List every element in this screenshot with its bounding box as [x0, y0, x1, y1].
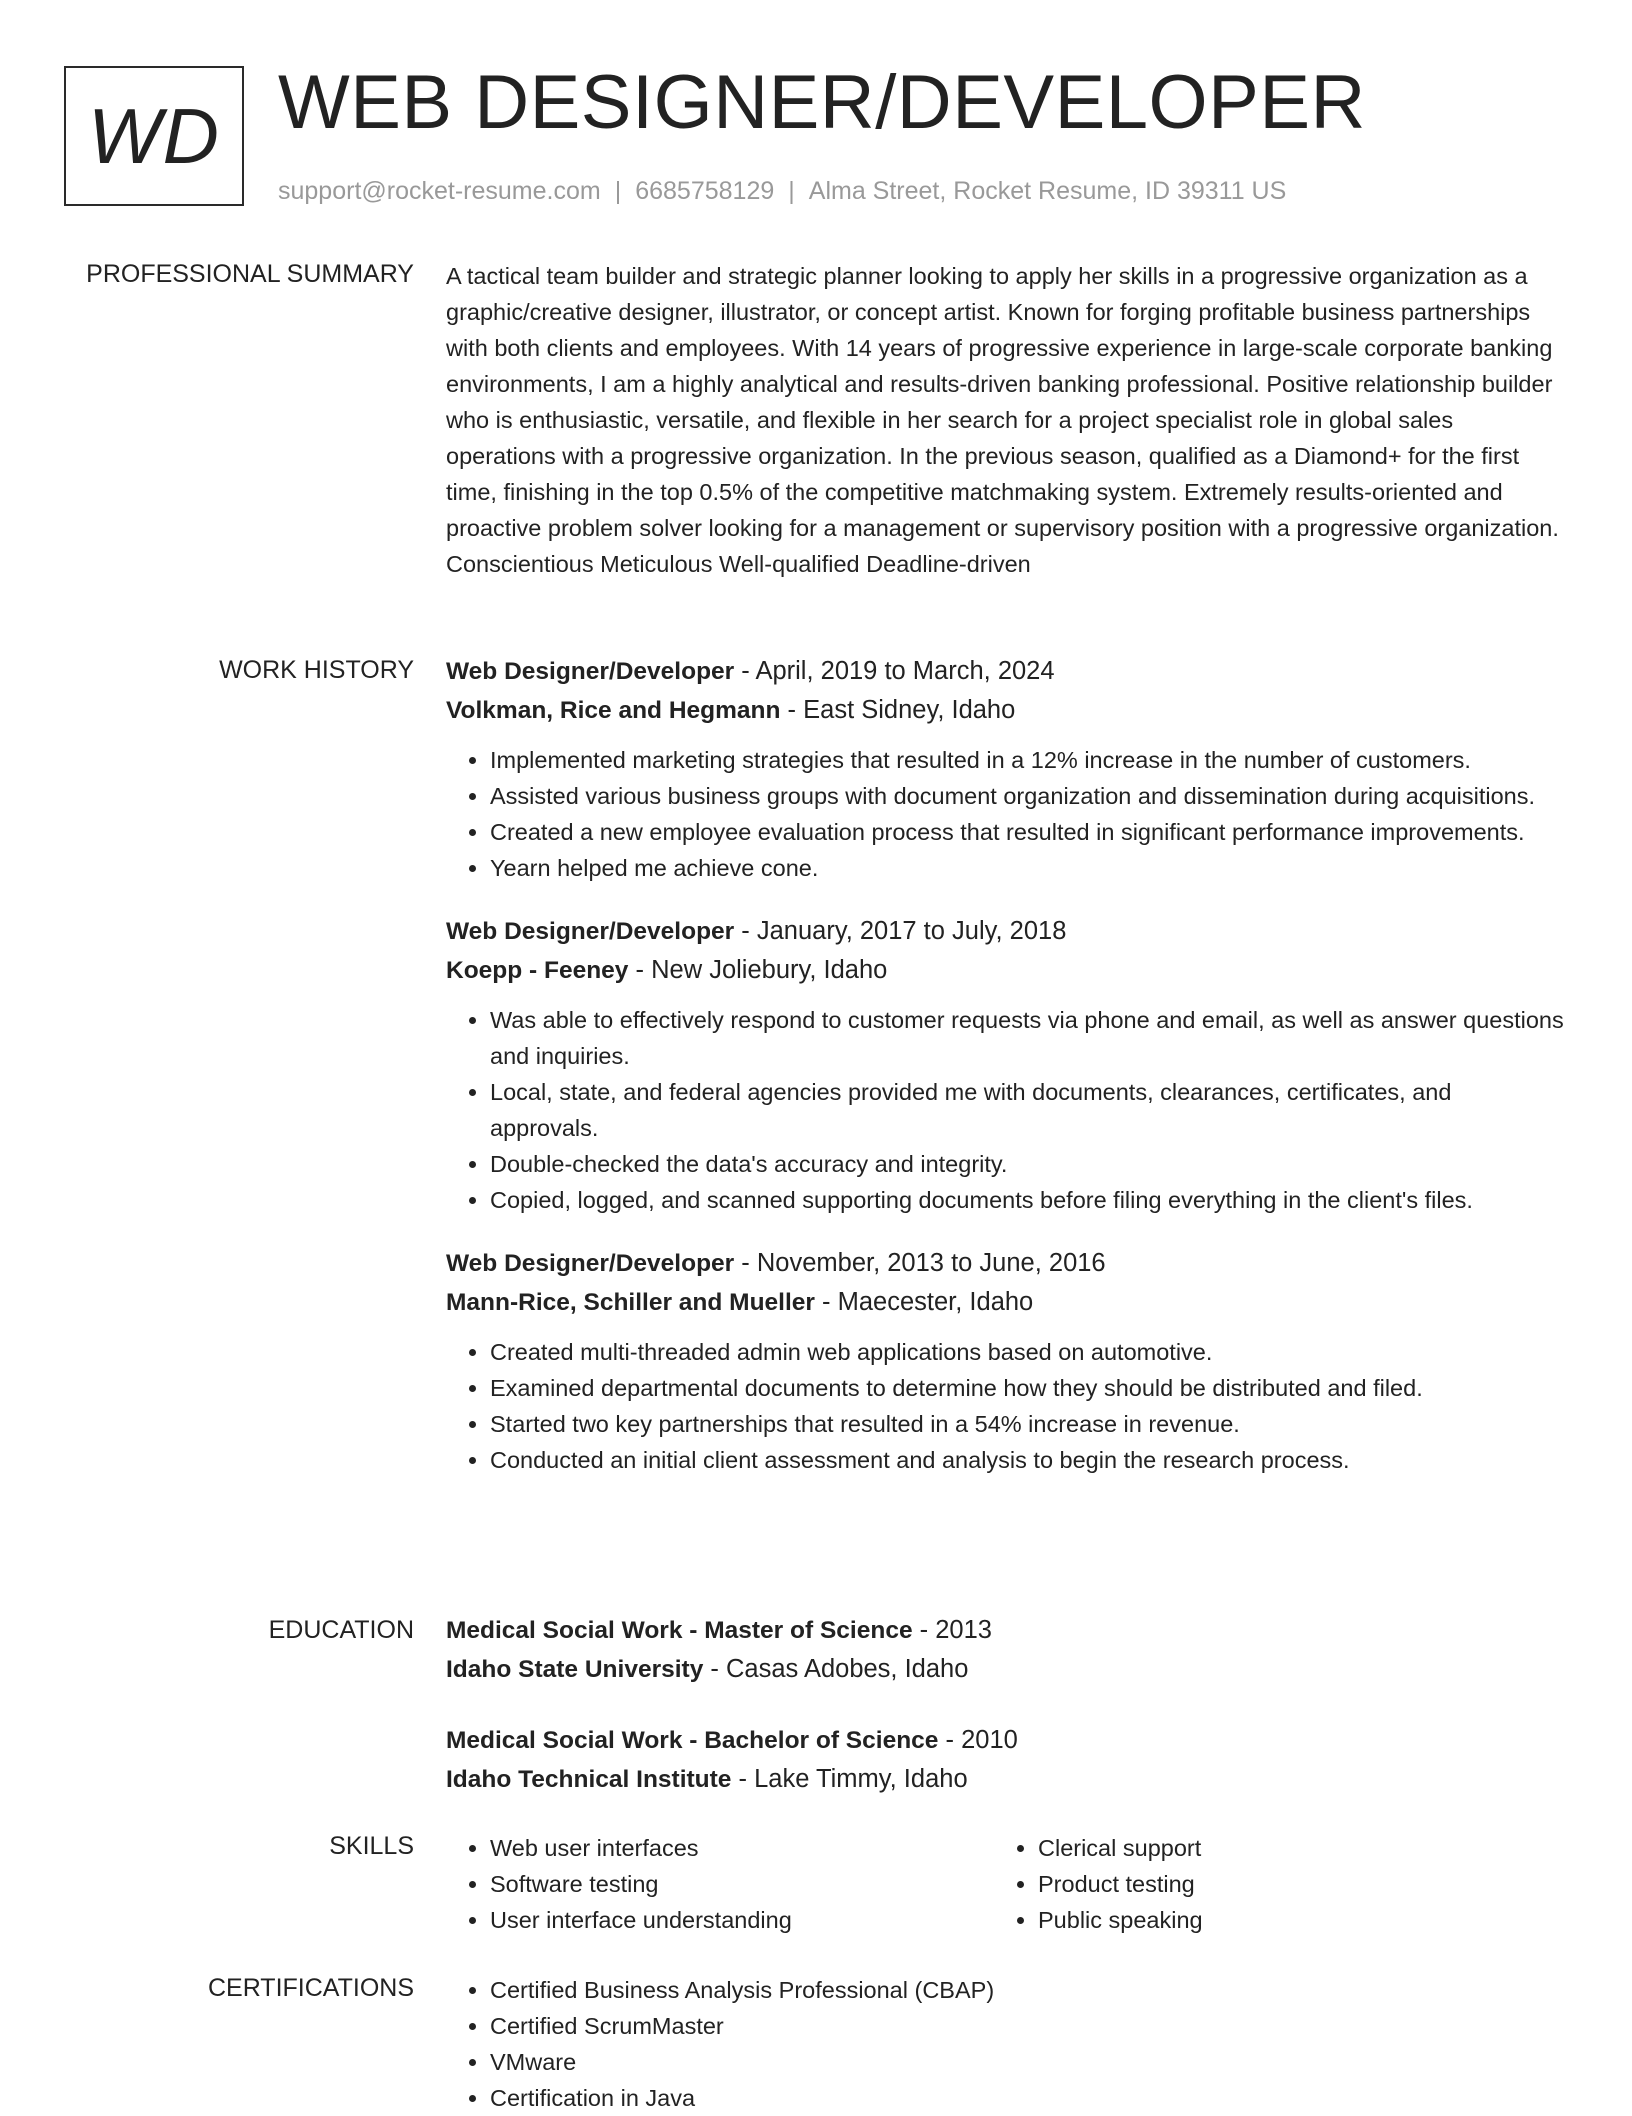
job-title: Web Designer/Developer — [446, 1250, 735, 1277]
list-item: • Product testing — [1038, 1866, 1542, 1902]
list-item: • Web user interfaces — [490, 1830, 994, 1866]
contact-address: Alma Street, Rocket Resume, ID 39311 US — [808, 177, 1287, 205]
job-dates: - April, 2019 to March, 2024 — [734, 657, 1055, 685]
job-company: Volkman, Rice and Hegmann — [446, 697, 781, 724]
education-degree: Medical Social Work - Master of Science — [446, 1617, 913, 1644]
job-bullets — [446, 1334, 1566, 1478]
job-title-line — [446, 1244, 1566, 1283]
list-item: • Certification in Java — [490, 2080, 1566, 2116]
list-item: • Conducted an initial client assessment and analysis to begin the research process. — [490, 1442, 1566, 1478]
list-item: • Public speaking — [1038, 1902, 1542, 1938]
education-location: - Casas Adobes, Idaho — [703, 1655, 969, 1683]
list-item: • Software testing — [490, 1866, 994, 1902]
job-title: Web Designer/Developer — [446, 658, 735, 685]
education-degree-line — [446, 1611, 1566, 1650]
list-item: • Started two key partnerships that resulted in a 54% increase in revenue. — [490, 1406, 1566, 1442]
education-section — [446, 1611, 1566, 1831]
education-degree-line — [446, 1721, 1566, 1760]
section-label-education: EDUCATION — [268, 1616, 414, 1644]
list-item: • Examined departmental documents to determine how they should be distributed and filed. — [490, 1370, 1566, 1406]
section-label-certifications: CERTIFICATIONS — [207, 1974, 414, 2002]
monogram-initials: WD — [88, 91, 220, 180]
list-item: • Double-checked the data's accuracy and integrity. — [490, 1146, 1566, 1182]
monogram-box — [64, 66, 244, 206]
education-degree: Medical Social Work - Bachelor of Science — [446, 1727, 939, 1754]
list-item: • Yearn helped me achieve cone. — [490, 850, 1566, 886]
job-bullets — [446, 742, 1566, 886]
job-dates: - November, 2013 to June, 2016 — [734, 1249, 1106, 1277]
job-location: - East Sidney, Idaho — [780, 696, 1016, 724]
list-item: • Implemented marketing strategies that resulted in a 12% increase in the number of customers. — [490, 742, 1566, 778]
section-label-work: WORK HISTORY — [219, 656, 414, 684]
contact-email: support@rocket-resume.com — [278, 177, 601, 205]
job-company-line — [446, 1283, 1566, 1322]
list-item: • Clerical support — [1038, 1830, 1542, 1866]
job-company-line — [446, 951, 1566, 990]
skills-list-right — [994, 1830, 1542, 1938]
job-company: Koepp - Feeney — [446, 957, 629, 984]
job-location: - Maecester, Idaho — [814, 1288, 1034, 1316]
certifications-section — [446, 1972, 1566, 2116]
contact-phone: 6685758129 — [635, 177, 775, 205]
list-item: • User interface understanding — [490, 1902, 994, 1938]
job-company-line — [446, 691, 1566, 730]
education-school: Idaho State University — [446, 1656, 704, 1683]
job-location: - New Joliebury, Idaho — [628, 956, 888, 984]
section-label-skills: SKILLS — [329, 1832, 414, 1860]
education-year: - 2010 — [938, 1726, 1018, 1754]
skills-grid — [446, 1830, 1566, 1938]
education-school-line — [446, 1760, 1566, 1799]
job-title: Web Designer/Developer — [446, 918, 735, 945]
education-entry — [446, 1611, 1566, 1689]
list-item: • Was able to effectively respond to customer requests via phone and email, as well as answer questions and inquiries. — [490, 1002, 1566, 1074]
contact-line — [278, 174, 1286, 208]
list-item: • Local, state, and federal agencies provided me with documents, clearances, certificates, and approvals. — [490, 1074, 1566, 1146]
list-item: • Created a new employee evaluation process that resulted in significant performance improvements. — [490, 814, 1566, 850]
job-entry — [446, 652, 1566, 886]
certifications-list — [446, 1972, 1566, 2116]
list-item: • Certified Business Analysis Professional (CBAP) — [490, 1972, 1566, 2008]
list-item: • Copied, logged, and scanned supporting documents before filing everything in the client's files. — [490, 1182, 1566, 1218]
work-history-section — [446, 652, 1566, 1504]
education-school: Idaho Technical Institute — [446, 1766, 732, 1793]
contact-separator: | — [788, 177, 795, 205]
job-entry — [446, 912, 1566, 1218]
list-item: • Certified ScrumMaster — [490, 2008, 1566, 2044]
job-dates: - January, 2017 to July, 2018 — [734, 917, 1067, 945]
job-title-line — [446, 652, 1566, 691]
job-entry — [446, 1244, 1566, 1478]
list-item: • Created multi-threaded admin web applications based on automotive. — [490, 1334, 1566, 1370]
contact-separator: | — [614, 177, 622, 205]
skills-list-left — [446, 1830, 994, 1938]
education-school-line — [446, 1650, 1566, 1689]
skills-section — [446, 1830, 1566, 1938]
summary-text: A tactical team builder and strategic planner looking to apply her skills in a progressive organization as a graphic/creative designer, illustrator, or concept artist. Known for forging profitable business partnerships with both clients and employees. With 14 years of progressive experience in large-scale corporate banking environments, I am a highly analytical and results-driven banking professional. Positive relationship builder who is enthusiastic, versatile, and flexible in her search for a project specialist role in global sales operations with a progressive organization. In the previous season, qualified as a Diamond+ for the first time, finishing in the top 0.5% of the competitive matchmaking system. Extremely results-oriented and proactive problem solver looking for a management or supervisory position with a progressive organization. Conscientious Meticulous Well-qualified Deadline-driven — [446, 263, 1559, 577]
summary-section — [446, 258, 1566, 582]
list-item: • VMware — [490, 2044, 1566, 2080]
list-item: • Assisted various business groups with document organization and dissemination during acquisitions. — [490, 778, 1566, 814]
job-company: Mann-Rice, Schiller and Mueller — [446, 1289, 815, 1316]
skills-column-right — [994, 1830, 1542, 1938]
job-title-line — [446, 912, 1566, 951]
education-entry — [446, 1721, 1566, 1799]
page-title: WEB DESIGNER/DEVELOPER — [278, 60, 1366, 145]
education-year: - 2013 — [912, 1616, 992, 1644]
job-bullets — [446, 1002, 1566, 1218]
skills-column-left — [446, 1830, 994, 1938]
section-label-summary: PROFESSIONAL SUMMARY — [86, 260, 414, 288]
education-location: - Lake Timmy, Idaho — [731, 1765, 968, 1793]
